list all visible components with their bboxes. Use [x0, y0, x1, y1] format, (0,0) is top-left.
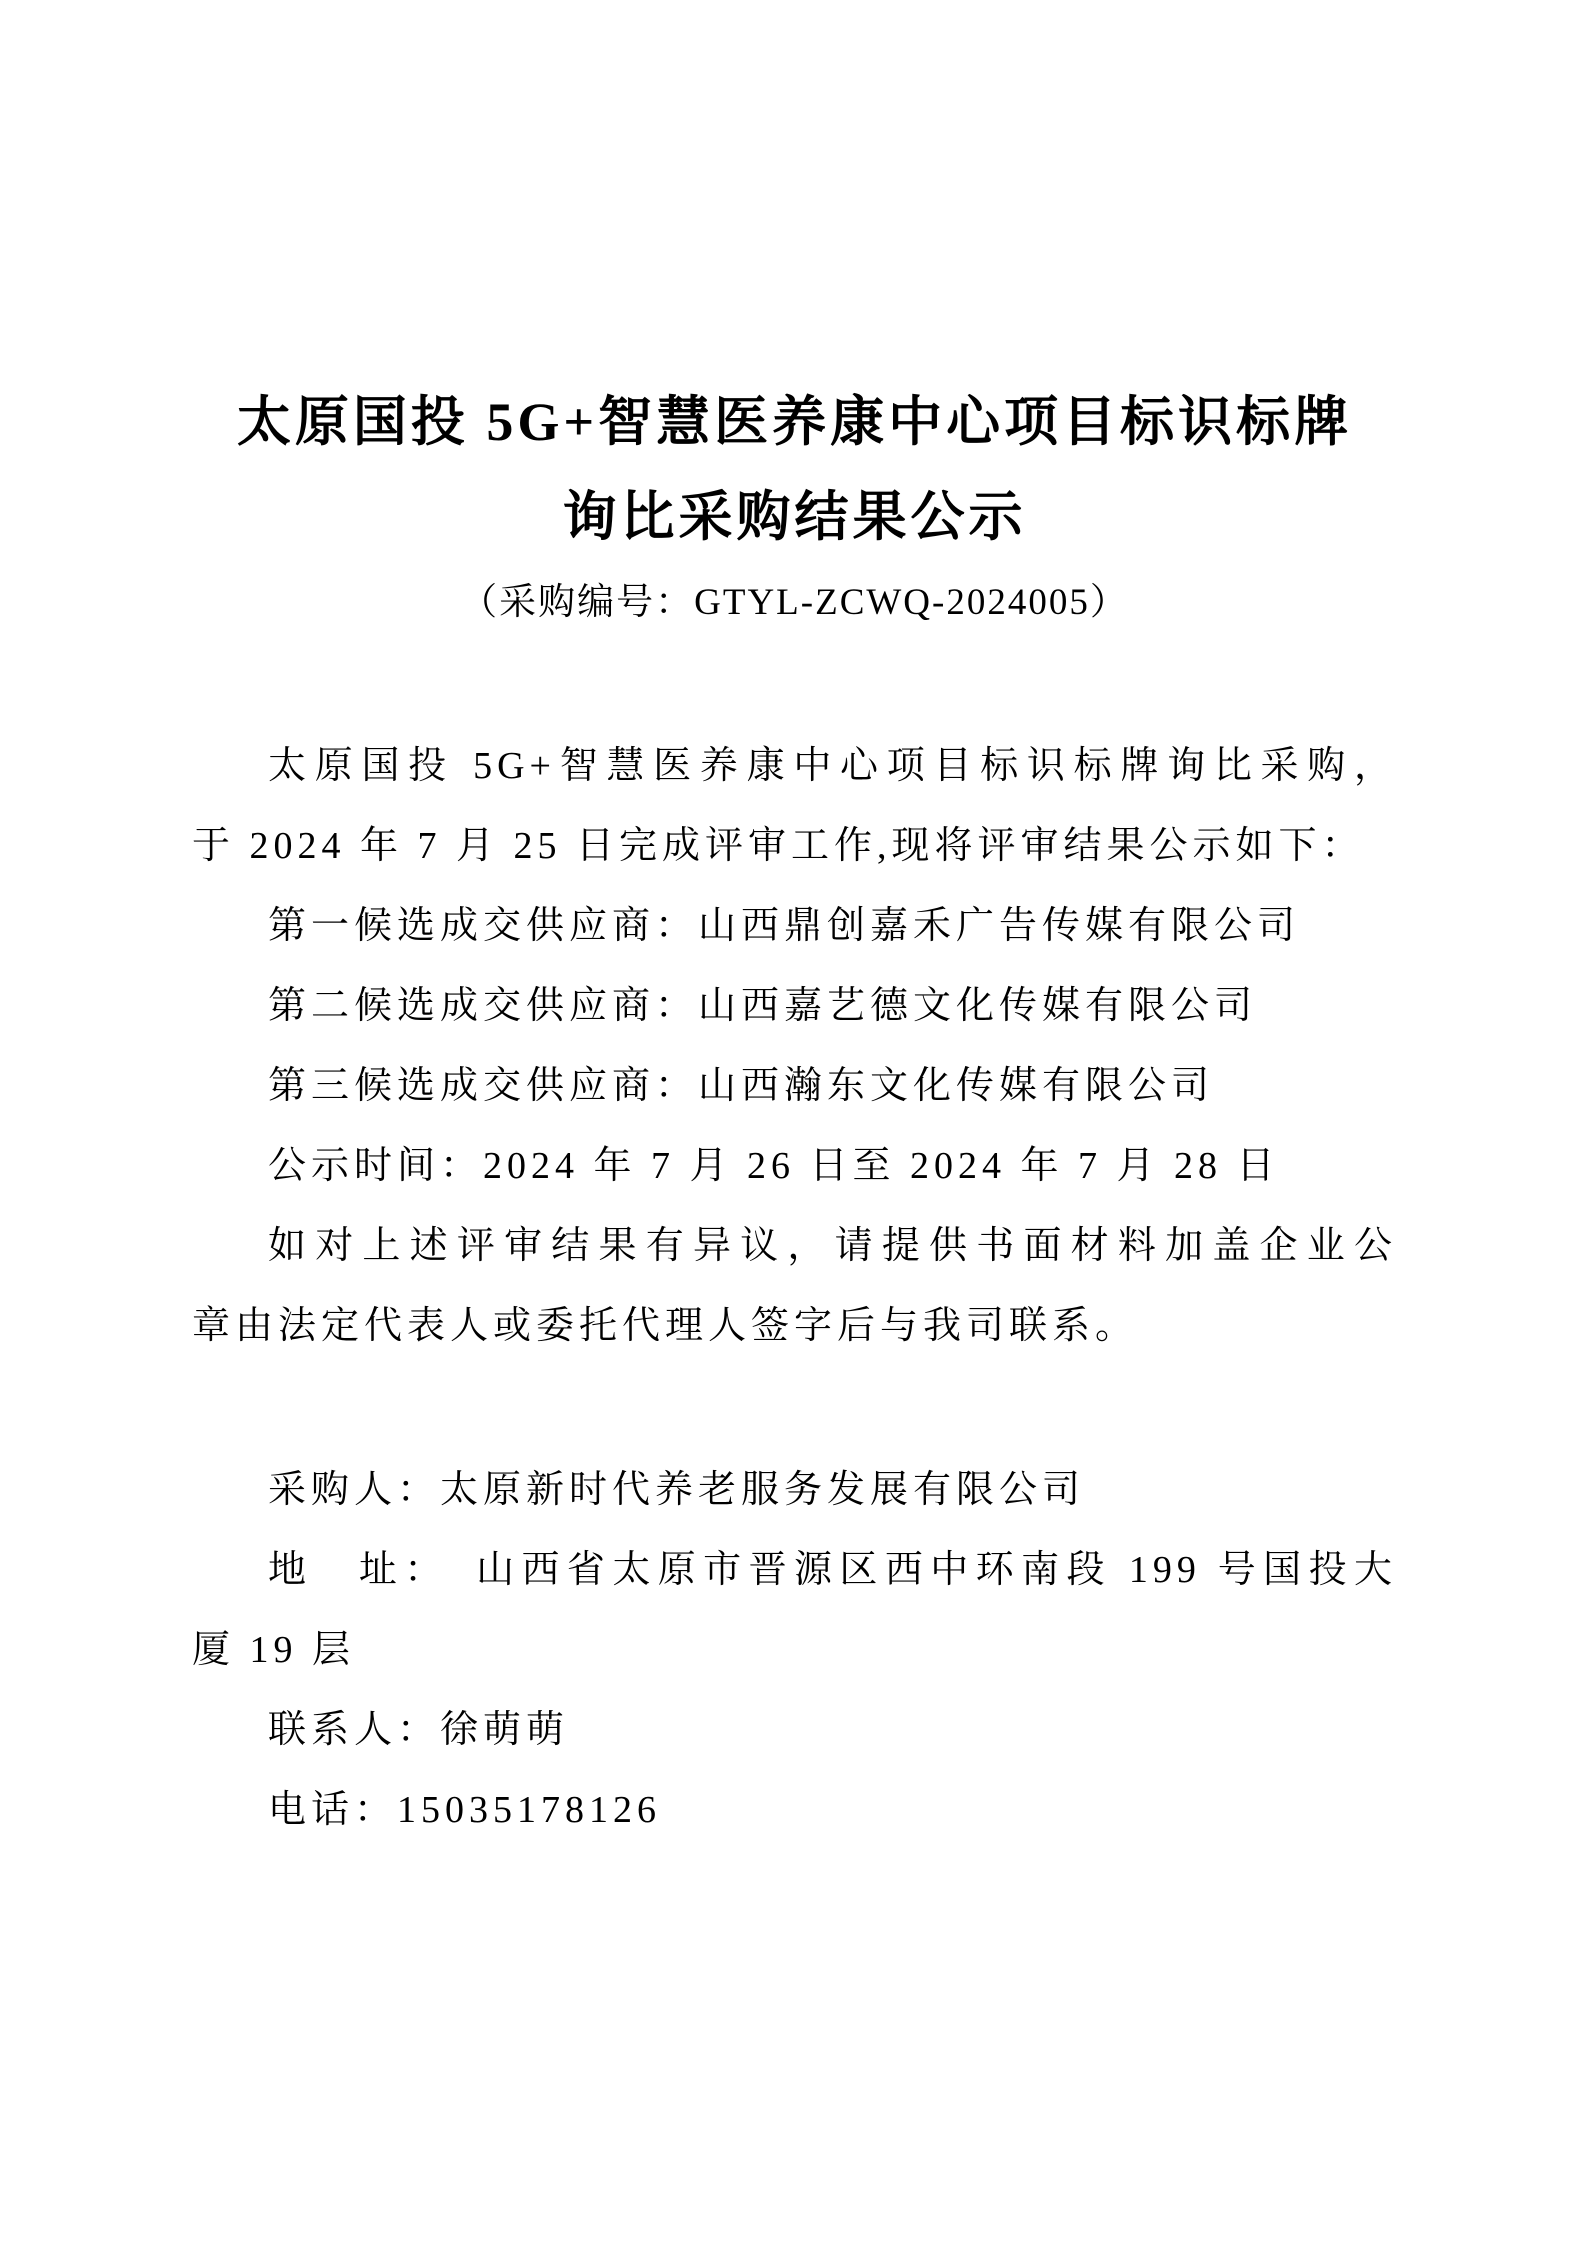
- objection-line-1: 如对上述评审结果有异议，请提供书面材料加盖企业公: [268, 1225, 1397, 1267]
- objection-line-2: 章由法定代表人或委托代理人签字后与我司联系。: [192, 1305, 1139, 1347]
- first-candidate-line: 第一候选成交供应商：山西鼎创嘉禾广告传媒有限公司: [268, 905, 1301, 947]
- publicity-period-line: 公示时间：2024 年 7 月 26 日至 2024 年 7 月 28 日: [268, 1145, 1280, 1187]
- phone-line: 电话：15035178126: [268, 1789, 662, 1831]
- third-candidate-line: 第三候选成交供应商：山西瀚东文化传媒有限公司: [268, 1065, 1215, 1107]
- second-candidate-line: 第二候选成交供应商：山西嘉艺德文化传媒有限公司: [268, 985, 1258, 1027]
- purchaser-line: 采购人：太原新时代养老服务发展有限公司: [268, 1469, 1086, 1511]
- address-line-1: 地 址： 山西省太原市晋源区西中环南段 199 号国投大: [268, 1549, 1397, 1591]
- intro-line-1: 太原国投 5G+智慧医养康中心项目标识标牌询比采购，: [268, 745, 1397, 787]
- contact-section: [192, 1450, 1397, 1850]
- procurement-number: （采购编号：GTYL-ZCWQ-2024005）: [460, 582, 1129, 623]
- address-line-2: 厦 19 层: [192, 1629, 356, 1671]
- document-body: [192, 726, 1397, 1366]
- document-title: [192, 375, 1397, 565]
- document-title-line1: 太原国投 5G+智慧医养康中心项目标识标牌: [236, 392, 1353, 452]
- document-title-line2: 询比采购结果公示: [562, 487, 1027, 547]
- contact-person-line: 联系人：徐萌萌: [268, 1709, 570, 1751]
- intro-line-2: 于 2024 年 7 月 25 日完成评审工作,现将评审结果公示如下：: [192, 825, 1365, 867]
